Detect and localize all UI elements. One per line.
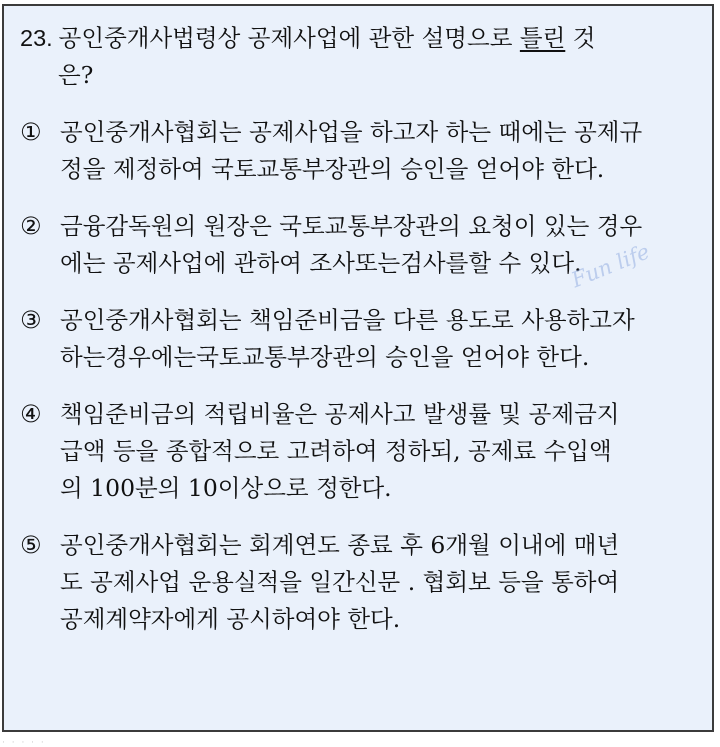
option-text-line: 공인중개사협회는 공제사업을 하고자 하는 때에는 공제규 [60,118,643,146]
question-stem-text: 공인중개사법령상 공제사업에 관한 설명으로 [58,24,520,52]
option-marker: ③ [20,306,42,334]
option-text-line: 공제계약자에게 공시하여야 한다. [60,605,401,633]
option-1[interactable] [20,114,698,188]
option-text-line: 의 100분의 10이상으로 정한다. [60,474,392,502]
question-stem-tail: 것 [565,24,596,52]
option-text-line: 하는경우에는국토교통부장관의 승인을 얻어야 한다. [60,343,590,371]
option-2[interactable] [20,208,698,282]
option-marker: ④ [20,400,42,428]
question-stem-underlined: 틀린 [519,24,566,52]
bottom-edge-decoration: · · · · · [2,738,46,747]
option-marker: ② [20,212,42,240]
question-card [2,4,714,732]
option-text-line: 정을 제정하여 국토교통부장관의 승인을 얻어야 한다. [60,155,605,183]
option-text-line: 공인중개사협회는 책임준비금을 다른 용도로 사용하고자 [60,306,635,334]
question-stem [20,20,698,94]
question-stem-line-1 [20,20,698,57]
option-5[interactable] [20,527,698,638]
option-text-line: 도 공제사업 운용실적을 일간신문 . 협회보 등을 통하여 [60,568,620,596]
question-stem-line-2: 은? [58,61,94,89]
option-4[interactable] [20,396,698,507]
option-text-line: 급액 등을 종합적으로 고려하여 정하되, 공제료 수입액 [60,437,612,465]
option-marker: ⑤ [20,531,42,559]
watermark: Fun life [568,239,653,293]
option-text-line: 공인중개사협회는 회계연도 종료 후 6개월 이내에 매년 [60,531,620,559]
option-text-line: 책임준비금의 적립비율은 공제사고 발생률 및 공제금지 [60,400,620,428]
option-3[interactable] [20,302,698,376]
option-text-line: 금융감독원의 원장은 국토교통부장관의 요청이 있는 경우 [60,212,643,240]
question-number: 23. [20,25,53,51]
option-marker: ① [20,118,42,146]
option-text-line: 에는 공제사업에 관하여 조사또는검사를할 수 있다. [60,249,582,277]
